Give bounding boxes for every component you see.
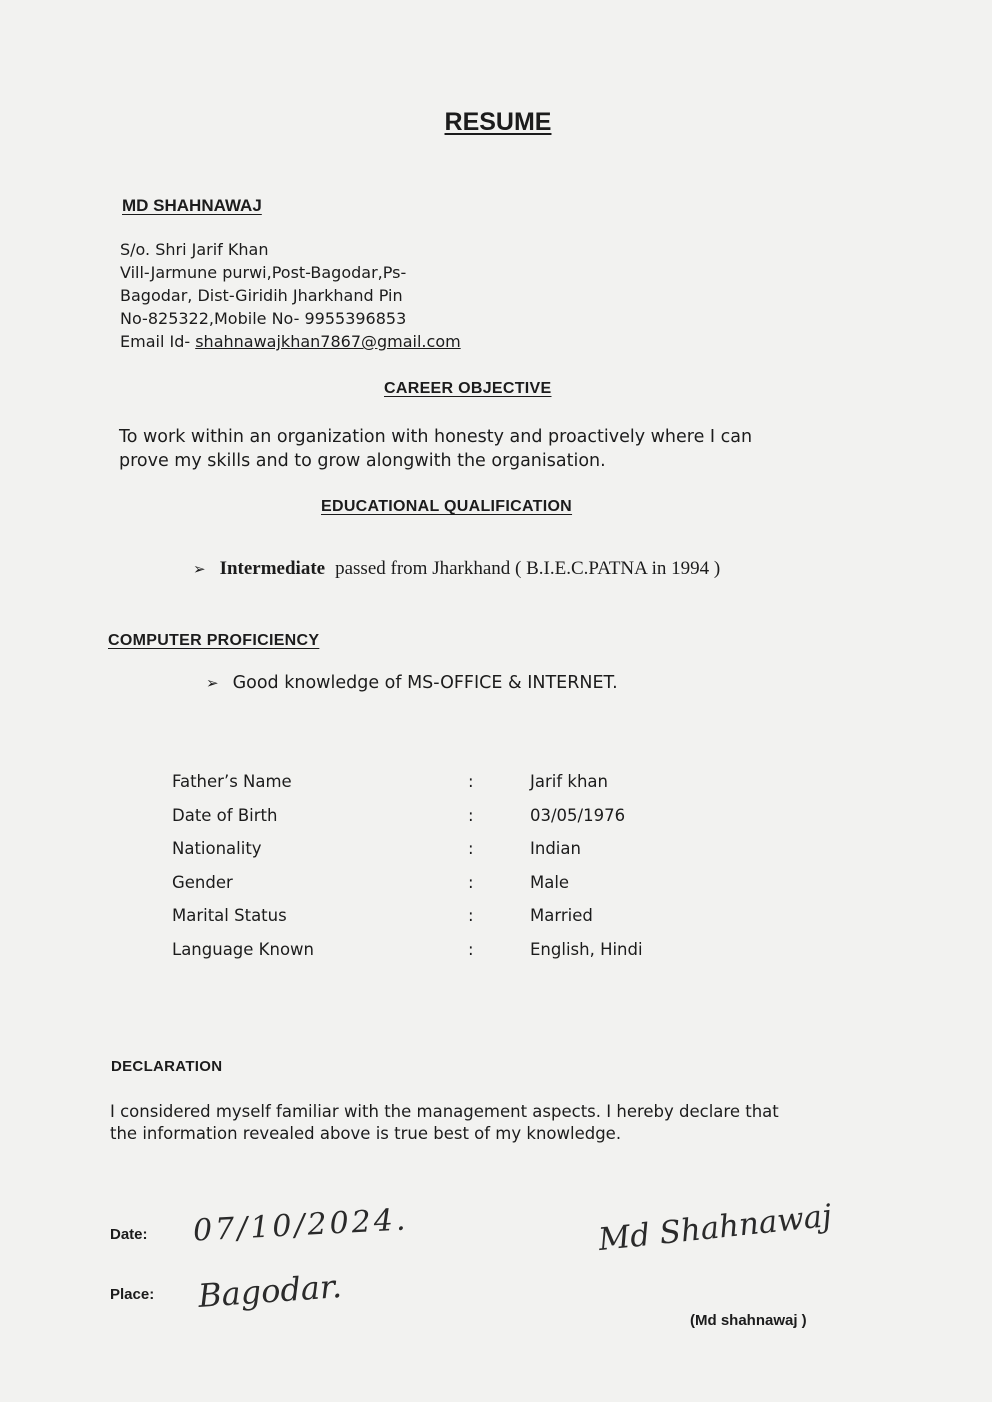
computer-item <box>206 673 618 693</box>
detail-colon: : <box>468 772 474 792</box>
detail-label: Gender <box>172 872 233 892</box>
detail-colon: : <box>468 906 474 926</box>
education-detail: passed from Jharkhand ( B.I.E.C.PATNA in 1994 ) <box>335 558 721 579</box>
career-objective-text <box>119 425 889 473</box>
detail-value: 03/05/1976 <box>530 805 626 825</box>
computer-skill: Good knowledge of MS-OFFICE & INTERNET. <box>232 673 618 693</box>
place-label: Place: <box>110 1286 155 1303</box>
date-label: Date: <box>110 1226 148 1243</box>
detail-row <box>172 933 732 967</box>
detail-value: English, Hindi <box>530 939 643 959</box>
objective-line: To work within an organization with honesty and proactively where I can <box>119 427 753 447</box>
computer-heading: COMPUTER PROFICIENCY <box>108 632 320 649</box>
detail-colon: : <box>468 805 474 825</box>
detail-row <box>172 765 732 799</box>
detail-colon: : <box>468 839 474 859</box>
address-line: S/o. Shri Jarif Khan <box>120 240 269 259</box>
declaration-line: I considered myself familiar with the management aspects. I hereby declare that <box>110 1102 779 1121</box>
page-title: RESUME <box>444 108 552 136</box>
detail-row <box>172 866 732 900</box>
education-item <box>193 558 720 580</box>
detail-label: Nationality <box>172 839 262 859</box>
detail-colon: : <box>468 939 474 959</box>
handwritten-place: Bagodar. <box>196 1267 344 1315</box>
address-line: No-825322,Mobile No- 9955396853 <box>120 309 407 328</box>
address-line: Vill-Jarmune purwi,Post-Bagodar,Ps- <box>120 263 407 282</box>
detail-row <box>172 832 732 866</box>
personal-details-table <box>172 765 732 966</box>
detail-value: Married <box>530 906 593 926</box>
detail-value: Indian <box>530 839 581 859</box>
detail-row <box>172 899 732 933</box>
handwritten-signature: Md Shahnawaj <box>596 1197 834 1259</box>
declaration-text <box>110 1101 870 1145</box>
signatory-name: (Md shahnawaj ) <box>690 1312 807 1329</box>
candidate-name: MD SHAHNAWAJ <box>122 196 262 215</box>
arrow-bullet-icon: ➢ <box>206 674 219 692</box>
detail-label: Date of Birth <box>172 805 278 825</box>
handwritten-date: 07/10/2024. <box>192 1202 410 1249</box>
declaration-line: the information revealed above is true best of my knowledge. <box>110 1124 622 1143</box>
address-line: Bagodar, Dist-Giridih Jharkhand Pin <box>120 286 403 305</box>
objective-line: prove my skills and to grow alongwith the organisation. <box>119 451 606 471</box>
career-objective-heading: CAREER OBJECTIVE <box>384 380 552 397</box>
declaration-heading: DECLARATION <box>111 1058 223 1075</box>
arrow-bullet-icon: ➢ <box>193 562 206 578</box>
detail-value: Jarif khan <box>530 772 608 792</box>
education-degree: Intermediate <box>219 558 326 579</box>
detail-label: Language Known <box>172 939 314 959</box>
detail-colon: : <box>468 872 474 892</box>
detail-value: Male <box>530 872 570 892</box>
detail-row <box>172 799 732 833</box>
email-link[interactable]: shahnawajkhan7867@gmail.com <box>195 332 461 351</box>
email-label: Email Id- <box>120 332 196 351</box>
address-block <box>120 238 520 353</box>
email-row <box>120 330 520 353</box>
education-heading: EDUCATIONAL QUALIFICATION <box>321 498 573 515</box>
detail-label: Father’s Name <box>172 772 292 792</box>
detail-label: Marital Status <box>172 906 287 926</box>
